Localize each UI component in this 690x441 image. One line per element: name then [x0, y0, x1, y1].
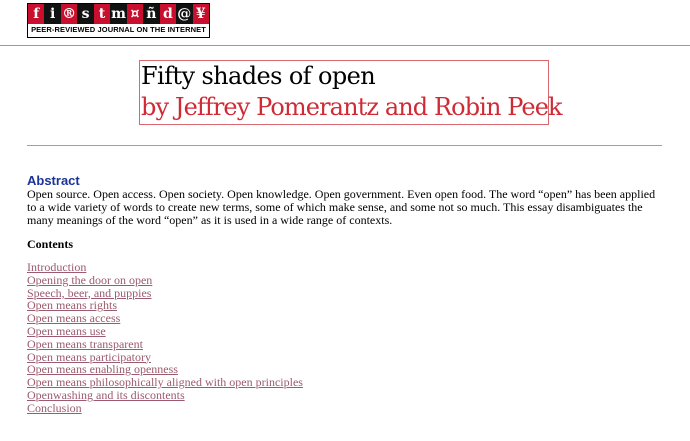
toc-item [27, 402, 667, 415]
article-content [27, 173, 667, 415]
logo-glyph: d [160, 4, 176, 24]
article-authors: by Jeffrey Pomerantz and Robin Peek [141, 93, 562, 121]
logo-subtitle: PEER-REVIEWED JOURNAL ON THE INTERNET [31, 25, 206, 34]
toc-link-conclusion[interactable]: Conclusion [27, 400, 82, 415]
toc-link-opening-the-door[interactable]: Opening the door on open [27, 272, 153, 287]
logo-glyph: s [77, 4, 93, 24]
header-divider [0, 45, 690, 46]
logo-glyph: @ [177, 6, 192, 22]
title-divider [27, 145, 662, 146]
logo-glyph: ® [62, 6, 77, 22]
article-title: Fifty shades of open [141, 62, 376, 90]
logo-glyph: ¤ [127, 4, 143, 24]
toc-link-open-means-enabling-openness[interactable]: Open means enabling openness [27, 362, 178, 377]
toc-link-introduction[interactable]: Introduction [27, 260, 87, 274]
logo-glyph: t [94, 4, 110, 24]
logo-glyph: m [111, 6, 126, 22]
logo-glyph: i [44, 4, 60, 24]
article-title-block [139, 60, 562, 125]
logo-glyph-row [28, 4, 209, 24]
toc-link-open-means-rights[interactable]: Open means rights [27, 298, 117, 313]
toc-link-speech-beer-puppies[interactable]: Speech, beer, and puppies [27, 285, 152, 300]
logo-glyph: ¥ [193, 4, 209, 24]
toc-link-open-means-participatory[interactable]: Open means participatory [27, 349, 151, 364]
toc-link-open-means-access[interactable]: Open means access [27, 311, 121, 326]
abstract-text: Open source. Open access. Open society. Open knowledge. Open government. Even open food. The word “open” has been applied to a wide variety of words to create new terms, some of which make sense, and some not so much. This essay disambiguates the many meanings of the word “open” as it is used in a wide range of contexts. [27, 187, 656, 227]
contents-heading: Contents [27, 237, 74, 251]
toc-link-openwashing[interactable]: Openwashing and its discontents [27, 387, 185, 402]
abstract-heading: Abstract [27, 173, 80, 188]
toc-link-open-means-philosophically-aligned[interactable]: Open means philosophically aligned with open principles [27, 375, 303, 390]
toc-item [27, 312, 667, 325]
toc-item [27, 287, 667, 300]
toc-item [27, 299, 667, 312]
toc-link-open-means-transparent[interactable]: Open means transparent [27, 336, 143, 351]
logo-glyph: ñ [143, 4, 159, 24]
logo-glyph: f [28, 4, 44, 24]
toc-link-open-means-use[interactable]: Open means use [27, 323, 106, 338]
table-of-contents [27, 261, 667, 415]
journal-logo[interactable] [27, 3, 210, 38]
toc-item [27, 389, 667, 402]
